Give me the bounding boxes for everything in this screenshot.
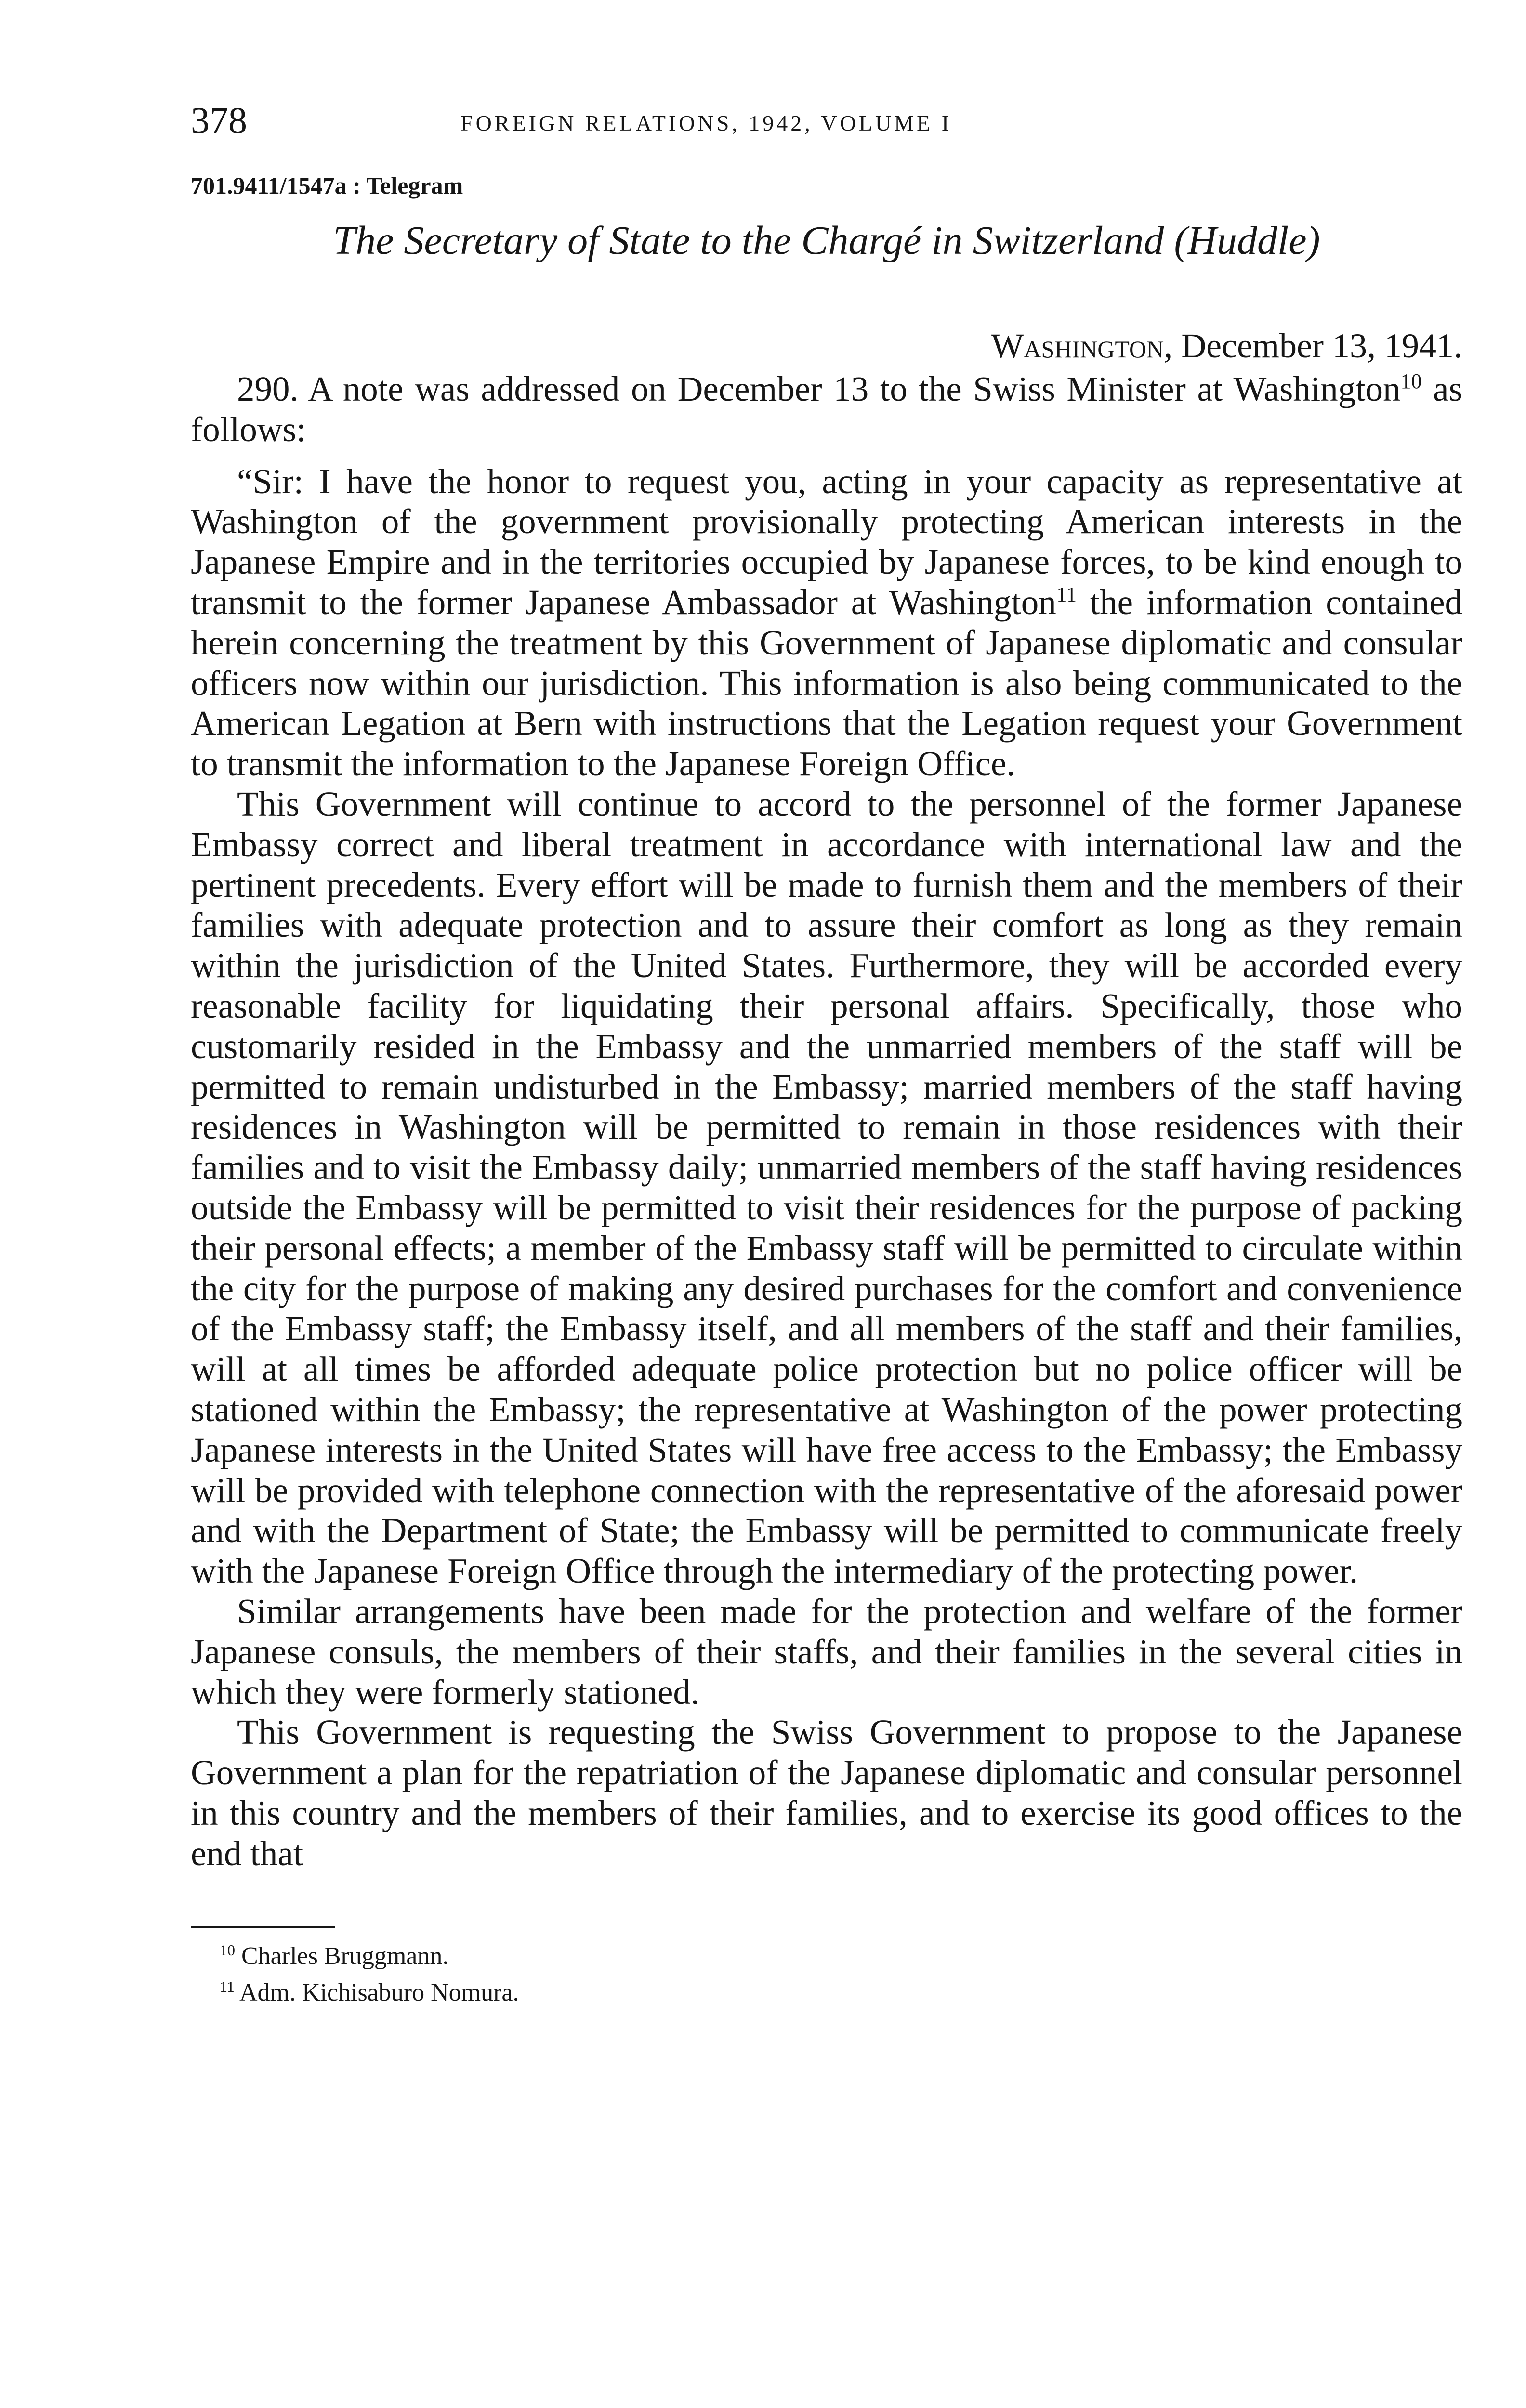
footnote-divider bbox=[191, 1926, 335, 1928]
intro-text-end: as follows: bbox=[191, 369, 1462, 449]
note-paragraph-2: This Government will continue to accord to the personnel of the former Japanese Embassy correct and liberal treatment in accordance with international law and the pertinent precedents. Every effort will be made to furnish them and the members of their families with adequate protection and to assure their comfort as long as they remain within the jurisdiction of the United States. Furthermore, they will be accorded every reasonable facility for liquidating their personal affairs. Specifically, those who customarily resided in the Embassy and the unmarried members of the staff will be permitted to remain undisturbed in the Embassy; married members of the staff having residences in Washington will be permitted to remain in those residences with their families and to visit the Embassy daily; unmarried members of the staff having residences outside the Embassy will be permitted to visit their residences for the purpose of packing their personal effects; a member of the Embassy staff will be permitted to circulate within the city for the purpose of making any desired purchases for the comfort and convenience of the Embassy staff; the Embassy itself, and all members of the staff and their families, will at all times be afforded adequate police protection but no police officer will be stationed within the Embassy; the representative at Washington of the power protecting Japanese interests in the United States will have free access to the Embassy; the Embassy will be provided with telephone connection with the representative of the aforesaid power and with the Department of State; the Embassy will be permitted to communicate freely with the Japanese Foreign Office through the intermediary of the protecting power. bbox=[191, 784, 1462, 1591]
footnote-text: Adm. Kichisaburo Nomura. bbox=[239, 1979, 519, 2007]
dateline-date: December 13, 1941. bbox=[1181, 327, 1462, 365]
intro-paragraph bbox=[191, 369, 1462, 450]
dateline-place: Washington, bbox=[991, 327, 1173, 365]
document-page bbox=[191, 96, 1462, 2011]
footnote-text: Charles Bruggmann. bbox=[241, 1942, 449, 1970]
footnote-number: 11 bbox=[220, 1978, 235, 1996]
intro-text: 290. A note was addressed on December 13 to the Swiss Minister at Washington bbox=[237, 369, 1401, 408]
running-title: FOREIGN RELATIONS, 1942, VOLUME I bbox=[460, 111, 952, 135]
footnote-11 bbox=[220, 1975, 1462, 2011]
file-reference: 701.9411/1547a : Telegram bbox=[191, 172, 463, 199]
telegram-body bbox=[191, 369, 1462, 1873]
footnote-number: 10 bbox=[220, 1941, 235, 1959]
footnote-10 bbox=[220, 1938, 1462, 1975]
footnote-ref-11[interactable]: 11 bbox=[1056, 582, 1077, 606]
note-paragraph-1-end: the information contained herein concerning the treatment by this Government of Japanese diplomatic and consular officers now within our jurisdiction. This information is also being communicated to the American Legation at Bern with instructions that the Legation request your Government to transmit the information to the Japanese Foreign Office. bbox=[191, 582, 1462, 784]
page-number: 378 bbox=[191, 99, 247, 141]
note-paragraph-1-start: “Sir: I have the honor to request you, acting in your capacity as representative at Washington of the government provisionally protecting American interests in the Japanese Empire and in the territories occupied by Japanese forces, to be kind enough to transmit to the former Japanese Ambassador at Washington bbox=[191, 461, 1462, 622]
document-title: The Secretary of State to the Chargé in Switzerland (Huddle) bbox=[333, 218, 1320, 263]
running-header bbox=[191, 96, 1462, 149]
footnote-ref-10[interactable]: 10 bbox=[1400, 369, 1422, 393]
note-paragraph-1 bbox=[191, 461, 1462, 784]
note-paragraph-3: Similar arrangements have been made for the protection and welfare of the former Japanese consuls, the members of their staffs, and their families in the several cities in which they were formerly stationed. bbox=[191, 1591, 1462, 1712]
dateline bbox=[191, 323, 1462, 369]
footnotes bbox=[191, 1938, 1462, 2011]
note-paragraph-4: This Government is requesting the Swiss Government to propose to the Japanese Government a plan for the repatriation of the Japanese diplomatic and consular personnel in this country and the members of their families, and to exercise its good offices to the end that bbox=[191, 1713, 1462, 1873]
